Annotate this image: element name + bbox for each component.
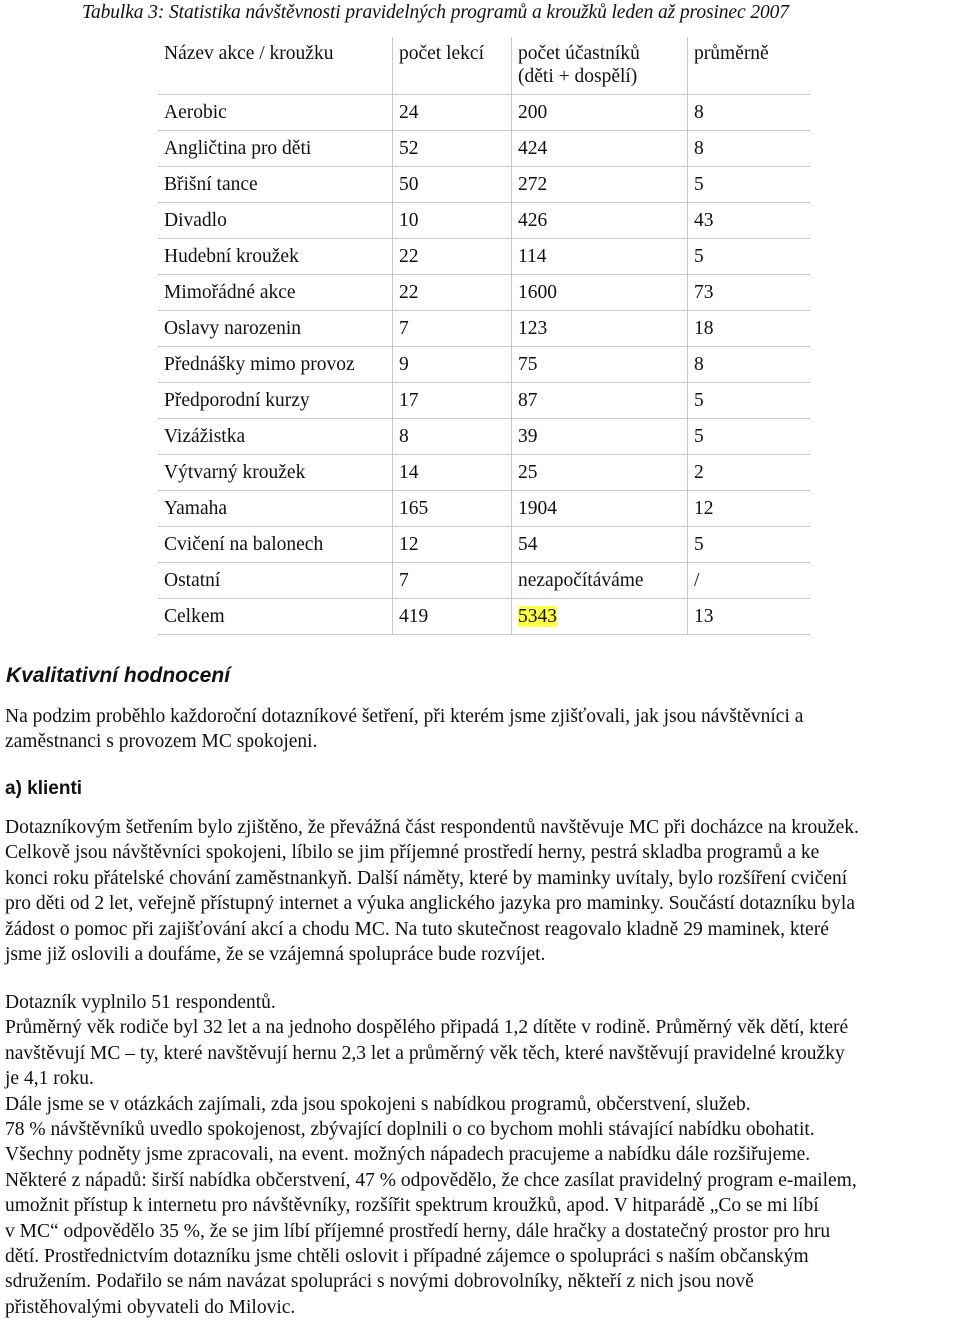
cell-lessons-text: 8 xyxy=(399,426,409,447)
cell-name xyxy=(158,599,393,635)
cell-participants xyxy=(512,455,688,491)
cell-lessons xyxy=(393,95,512,131)
cell-lessons xyxy=(393,491,512,527)
cell-average-text: 5 xyxy=(694,246,704,267)
cell-average xyxy=(688,599,811,635)
cell-name xyxy=(158,419,393,455)
cell-name-text: Břišní tance xyxy=(164,174,258,195)
intro-line: zaměstnanci s provozem MC spokojeni. xyxy=(5,731,318,753)
paragraph-line: umožnit přístup k internetu pro návštěvníky, rozšířit spektrum kroužků, apod. V hitparádě „Co se mi líbí xyxy=(5,1195,819,1217)
cell-name xyxy=(158,239,393,275)
table-header-row xyxy=(158,37,810,95)
cell-lessons-text: 52 xyxy=(399,138,419,159)
header-participants-line2: (děti + dospělí) xyxy=(518,66,638,87)
cell-participants xyxy=(512,527,688,563)
cell-participants xyxy=(512,275,688,311)
cell-average-text: 5 xyxy=(694,390,704,411)
cell-average-text: 18 xyxy=(694,318,714,339)
table-row xyxy=(158,131,810,167)
cell-name xyxy=(158,203,393,239)
cell-average-text: 43 xyxy=(694,210,714,231)
cell-name xyxy=(158,131,393,167)
header-name: Název akce / kroužku xyxy=(158,37,393,95)
cell-participants-text: 426 xyxy=(518,210,548,231)
table-body xyxy=(158,95,810,635)
cell-lessons xyxy=(393,419,512,455)
cell-average xyxy=(688,455,811,491)
cell-lessons-text: 7 xyxy=(399,570,409,591)
table-row xyxy=(158,563,810,599)
cell-participants xyxy=(512,131,688,167)
header-lessons: počet lekcí xyxy=(393,37,512,95)
cell-participants xyxy=(512,383,688,419)
cell-average xyxy=(688,347,811,383)
cell-average-text: 5 xyxy=(694,174,704,195)
cell-name xyxy=(158,311,393,347)
cell-name xyxy=(158,347,393,383)
cell-name xyxy=(158,563,393,599)
cell-name-text: Předporodní kurzy xyxy=(164,390,310,411)
paragraph-line: v MC“ odpovědělo 35 %, že se jim líbí příjemné prostředí herny, dále hračky a dostatečný prostor pro hru xyxy=(5,1220,831,1242)
cell-name xyxy=(158,491,393,527)
cell-average xyxy=(688,383,811,419)
intro-paragraph xyxy=(5,704,958,755)
cell-participants xyxy=(512,167,688,203)
header-participants xyxy=(512,37,688,95)
cell-participants-text: 1600 xyxy=(518,282,557,303)
cell-name-text: Divadlo xyxy=(164,210,227,231)
intro-line: Na podzim proběhlo každoroční dotazníkové šetření, při kterém jsme zjišťovali, jak jsou návštěvníci a xyxy=(5,706,804,727)
cell-average-text: 8 xyxy=(694,138,704,159)
cell-name xyxy=(158,455,393,491)
table-row xyxy=(158,275,810,311)
cell-average-text: 73 xyxy=(694,282,714,303)
cell-lessons-text: 9 xyxy=(399,354,409,375)
cell-average xyxy=(688,203,811,239)
paragraph-line: jsme již oslovili a doufáme, že se vzájemná spolupráce bude rozvíjet. xyxy=(5,944,546,966)
cell-average xyxy=(688,239,811,275)
paragraph-line: navštěvují MC – ty, které navštěvují hernu 2,3 let a průměrný věk těch, které navštěvují pravidelné kroužky xyxy=(5,1042,845,1064)
subsection-title: a) klienti xyxy=(5,778,83,799)
cell-name-text: Vizážistka xyxy=(164,426,246,447)
cell-lessons-text: 10 xyxy=(399,210,419,231)
cell-lessons-text: 17 xyxy=(399,390,419,411)
cell-name-text: Výtvarný kroužek xyxy=(164,462,306,483)
cell-participants xyxy=(512,599,688,635)
cell-participants xyxy=(512,563,688,599)
header-average: průměrně xyxy=(688,37,811,95)
cell-participants xyxy=(512,347,688,383)
cell-name xyxy=(158,167,393,203)
table-row xyxy=(158,311,810,347)
cell-average xyxy=(688,131,811,167)
cell-average-text: 5 xyxy=(694,534,704,555)
paragraph-line: Všechny podněty jsme zpracovali, na event. možných nápadech pracujeme a nabídku dále rozšiřujeme. xyxy=(5,1144,811,1166)
table-row xyxy=(158,419,810,455)
cell-participants-text: 5343 xyxy=(518,606,557,627)
cell-lessons-text: 22 xyxy=(399,246,419,267)
cell-name xyxy=(158,383,393,419)
cell-average-text: 12 xyxy=(694,498,714,519)
cell-participants xyxy=(512,203,688,239)
attendance-table xyxy=(158,37,810,635)
paragraph-line: konci roku přátelské chování zaměstnankyň. Další náměty, které by maminky uvítaly, bylo rozšíření cvičení xyxy=(5,867,848,889)
cell-lessons xyxy=(393,383,512,419)
cell-participants-text: 272 xyxy=(518,174,548,195)
cell-average xyxy=(688,491,811,527)
table-row xyxy=(158,239,810,275)
cell-lessons-text: 7 xyxy=(399,318,409,339)
table-row xyxy=(158,491,810,527)
cell-participants-text: 424 xyxy=(518,138,548,159)
cell-participants-text: 39 xyxy=(518,426,538,447)
table-row xyxy=(158,455,810,491)
cell-average xyxy=(688,563,811,599)
cell-name-text: Angličtina pro děti xyxy=(164,138,312,159)
paragraph-line: 78 % návštěvníků uvedlo spokojenost, zbývající doplnili o co bychom mohli stávající nabídku obohatit. xyxy=(5,1119,815,1141)
cell-average xyxy=(688,167,811,203)
cell-name-text: Cvičení na balonech xyxy=(164,534,324,555)
paragraph-line: dětí. Prostřednictvím dotazníku jsme chtěli oslovit i případné zájemce o spolupráci s naším občanským xyxy=(5,1246,809,1268)
cell-average-text: 8 xyxy=(694,354,704,375)
paragraph-line: sdružením. Podařilo se nám navázat spolupráci s novými dobrovolníky, někteří z nich jsou nově xyxy=(5,1271,754,1293)
clients-paragraph xyxy=(5,815,958,967)
paragraph-line: Celkově jsou návštěvníci spokojeni, líbilo se jim příjemné prostředí herny, pestrá skladba programů a ke xyxy=(5,842,820,864)
cell-participants xyxy=(512,419,688,455)
table-row xyxy=(158,383,810,419)
cell-name-text: Celkem xyxy=(164,606,225,627)
paragraph-line: Některé z nápadů: širší nabídka občerstvení, 47 % odpovědělo, že chce zasílat pravidelný program e-mailem, xyxy=(5,1169,857,1191)
paragraph-line: je 4,1 roku. xyxy=(5,1068,94,1090)
cell-participants-text: 123 xyxy=(518,318,548,339)
cell-average-text: / xyxy=(694,570,700,591)
cell-lessons-text: 24 xyxy=(399,102,419,123)
cell-participants-text: nezapočítáváme xyxy=(518,570,644,591)
cell-participants-text: 1904 xyxy=(518,498,557,519)
paragraph-line: přistěhovalými obyvateli do Milovic. xyxy=(5,1296,296,1318)
cell-average xyxy=(688,527,811,563)
table-row xyxy=(158,167,810,203)
table-caption: Tabulka 3: Statistika návštěvnosti pravidelných programů a kroužků leden až prosinec 2007 xyxy=(82,2,789,23)
paragraph-line: žádost o pomoc při zajišťování akcí a chodu MC. Na tuto skutečnost reagovalo kladně 29 maminek, které xyxy=(5,918,829,940)
cell-lessons xyxy=(393,131,512,167)
cell-lessons xyxy=(393,167,512,203)
cell-lessons xyxy=(393,563,512,599)
paragraph-line: Dotazník vyplnilo 51 respondentů. xyxy=(5,992,276,1013)
cell-lessons-text: 22 xyxy=(399,282,419,303)
cell-participants xyxy=(512,491,688,527)
paragraph-line: Dále jsme se v otázkách zajímali, zda jsou spokojeni s nabídkou programů, občerstvení, služeb. xyxy=(5,1093,751,1115)
cell-average-text: 2 xyxy=(694,462,704,483)
table-row xyxy=(158,599,810,635)
cell-lessons xyxy=(393,203,512,239)
cell-name-text: Oslavy narozenin xyxy=(164,318,301,339)
table-row xyxy=(158,203,810,239)
cell-participants xyxy=(512,239,688,275)
cell-lessons-text: 50 xyxy=(399,174,419,195)
cell-lessons xyxy=(393,599,512,635)
header-participants-line1: počet účastníků xyxy=(518,43,640,64)
cell-name-text: Mimořádné akce xyxy=(164,282,296,303)
cell-lessons xyxy=(393,455,512,491)
cell-lessons xyxy=(393,311,512,347)
cell-name-text: Aerobic xyxy=(164,102,227,123)
survey-paragraph xyxy=(5,990,958,1320)
cell-participants-text: 200 xyxy=(518,102,548,123)
table-row xyxy=(158,527,810,563)
cell-participants xyxy=(512,95,688,131)
cell-lessons xyxy=(393,527,512,563)
cell-participants-text: 75 xyxy=(518,354,538,375)
cell-participants-text: 114 xyxy=(518,246,547,267)
cell-name-text: Ostatní xyxy=(164,570,221,591)
cell-participants-text: 54 xyxy=(518,534,538,555)
table-row xyxy=(158,95,810,131)
cell-average xyxy=(688,311,811,347)
cell-lessons-text: 12 xyxy=(399,534,419,555)
paragraph-line: pro děti od 2 let, veřejně přístupný internet a výuka anglického jazyka pro maminky. Součástí dotazníku byla xyxy=(5,893,856,915)
cell-participants-text: 25 xyxy=(518,462,538,483)
cell-average xyxy=(688,95,811,131)
cell-participants xyxy=(512,311,688,347)
table-row xyxy=(158,347,810,383)
paragraph-line: Dotazníkovým šetřením bylo zjištěno, že převážná část respondentů navštěvuje MC při docházce na kroužek. xyxy=(5,817,859,838)
cell-lessons xyxy=(393,347,512,383)
cell-average-text: 8 xyxy=(694,102,704,123)
cell-lessons-text: 419 xyxy=(399,606,429,627)
cell-average xyxy=(688,419,811,455)
cell-average-text: 13 xyxy=(694,606,714,627)
section-title: Kvalitativní hodnocení xyxy=(6,664,231,687)
cell-name xyxy=(158,527,393,563)
cell-lessons-text: 165 xyxy=(399,498,429,519)
cell-name xyxy=(158,95,393,131)
paragraph-line: Průměrný věk rodiče byl 32 let a na jednoho dospělého připadá 1,2 dítěte v rodině. Průměrný věk dětí, které xyxy=(5,1017,849,1039)
cell-name-text: Přednášky mimo provoz xyxy=(164,354,355,375)
cell-average xyxy=(688,275,811,311)
cell-name-text: Yamaha xyxy=(164,498,228,519)
cell-average-text: 5 xyxy=(694,426,704,447)
cell-name xyxy=(158,275,393,311)
cell-lessons-text: 14 xyxy=(399,462,419,483)
cell-participants-text: 87 xyxy=(518,390,538,411)
cell-name-text: Hudební kroužek xyxy=(164,246,299,267)
cell-lessons xyxy=(393,275,512,311)
cell-lessons xyxy=(393,239,512,275)
